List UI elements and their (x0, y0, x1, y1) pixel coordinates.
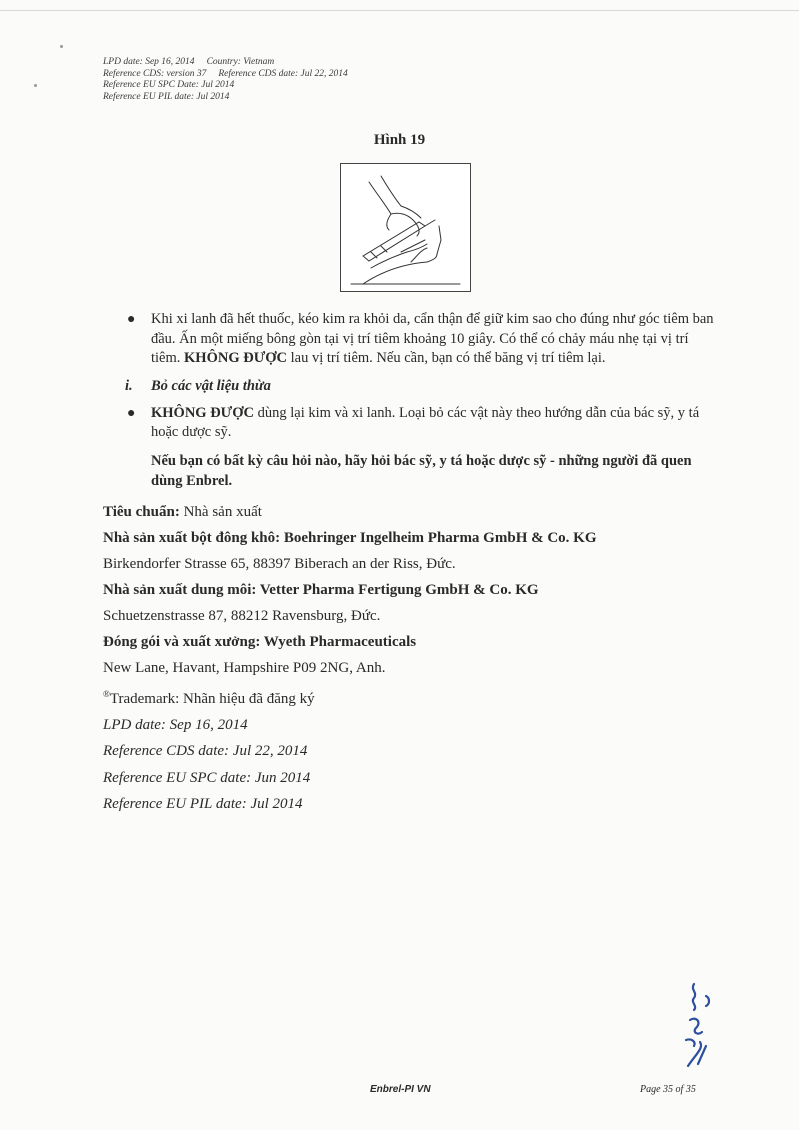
footer-page-number: Page 35 of 35 (640, 1084, 696, 1095)
ref-eu-spc-date: Reference EU SPC date: Jun 2014 (103, 769, 311, 786)
bullet-remove-needle (105, 310, 715, 369)
manufacturer1-address: Birkendorfer Strasse 65, 88397 Biberach an der Riss, Đức. (103, 555, 456, 572)
footer-doc-id: Enbrel-PI VN (370, 1084, 431, 1095)
page-header (103, 57, 348, 103)
packager-name (103, 629, 715, 655)
manufacturer-info (103, 499, 715, 818)
top-rule (0, 10, 799, 11)
section-title: Bỏ các vật liệu thừa (151, 377, 271, 394)
manufacturer2-name (103, 577, 715, 603)
bullet-do-not-reuse (105, 404, 715, 443)
main-content (105, 310, 715, 818)
questions-note: Nếu bạn có bất kỳ câu hỏi nào, hãy hỏi bác sỹ, y tá hoặc dược sỹ - những người đã quen dùng Enbrel. (151, 452, 692, 489)
figure-title: Hình 19 (373, 132, 426, 148)
section-dispose-heading (105, 377, 715, 396)
header-country: Country: Vietnam (206, 57, 275, 67)
trademark-line (103, 681, 715, 712)
header-ref-cds-version: Reference CDS: version 37 (103, 68, 207, 79)
manufacturer1-label: Nhà sản xuất bột đông khô: Boehringer Ingelheim Pharma GmbH & Co. KG (103, 529, 597, 546)
bullet-icon: ● (127, 312, 136, 327)
handwritten-signature (676, 980, 716, 1070)
ref-cds-date: Reference CDS date: Jul 22, 2014 (103, 743, 308, 759)
bullet-icon: ● (127, 405, 136, 421)
packager-label: Đóng gói và xuất xưởng: Wyeth Pharmaceuticals (103, 633, 417, 650)
bullet1-text-post: lau vị trí tiêm. Nếu cần, bạn có thể băng vị trí tiêm lại. (287, 350, 606, 366)
ref-eu-pil-date: Reference EU PIL date: Jul 2014 (103, 796, 303, 812)
section-number: i. (125, 377, 133, 394)
header-ref-eu-pil: Reference EU PIL date: Jul 2014 (103, 91, 230, 102)
bullet1-text-pre: Khi xi lanh đã hết thuốc, kéo kim ra khỏi da, cẩn thận để giữ kim sao cho đúng như góc tiêm ban đầu. Ấn một miếng bông gòn tại vị trí tiêm khoảng 10 giây. Có thể có chảy máu nhẹ tại vị trí tiêm. (151, 311, 714, 366)
header-ref-eu-spc: Reference EU SPC Date: Jul 2014 (103, 80, 235, 90)
bullet1-text-bold: KHÔNG ĐƯỢC (184, 350, 288, 366)
header-line-2 (103, 69, 348, 81)
manufacturer1-name (103, 525, 715, 551)
manufacturer2-label: Nhà sản xuất dung môi: Vetter Pharma Fertigung GmbH & Co. KG (103, 581, 539, 598)
bullet2-text-bold: KHÔNG ĐƯỢC (151, 404, 254, 421)
lpd-date: LPD date: Sep 16, 2014 (103, 716, 248, 733)
header-line-1 (103, 57, 348, 69)
registered-mark: ® (103, 688, 110, 699)
header-lpd: LPD date: Sep 16, 2014 (103, 57, 195, 67)
bullet2-text-post: dùng lại kim và xi lanh. Loại bỏ các vật này theo hướng dẫn của bác sỹ, y tá hoặc dược sỹ. (151, 404, 700, 440)
trademark-text: Trademark: Nhãn hiệu đã đăng ký (109, 690, 315, 707)
standard-line (103, 499, 715, 525)
standard-value: Nhà sản xuất (179, 503, 262, 520)
figure-box (340, 163, 471, 292)
manufacturer2-address: Schuetzenstrasse 87, 88212 Ravensburg, Đức. (103, 607, 381, 624)
packager-address: New Lane, Havant, Hampshire P09 2NG, Anh. (103, 659, 386, 676)
header-ref-cds-date: Reference CDS date: Jul 22, 2014 (218, 68, 348, 79)
standard-label: Tiêu chuẩn: (103, 503, 180, 520)
syringe-removal-illustration-icon (341, 164, 470, 291)
